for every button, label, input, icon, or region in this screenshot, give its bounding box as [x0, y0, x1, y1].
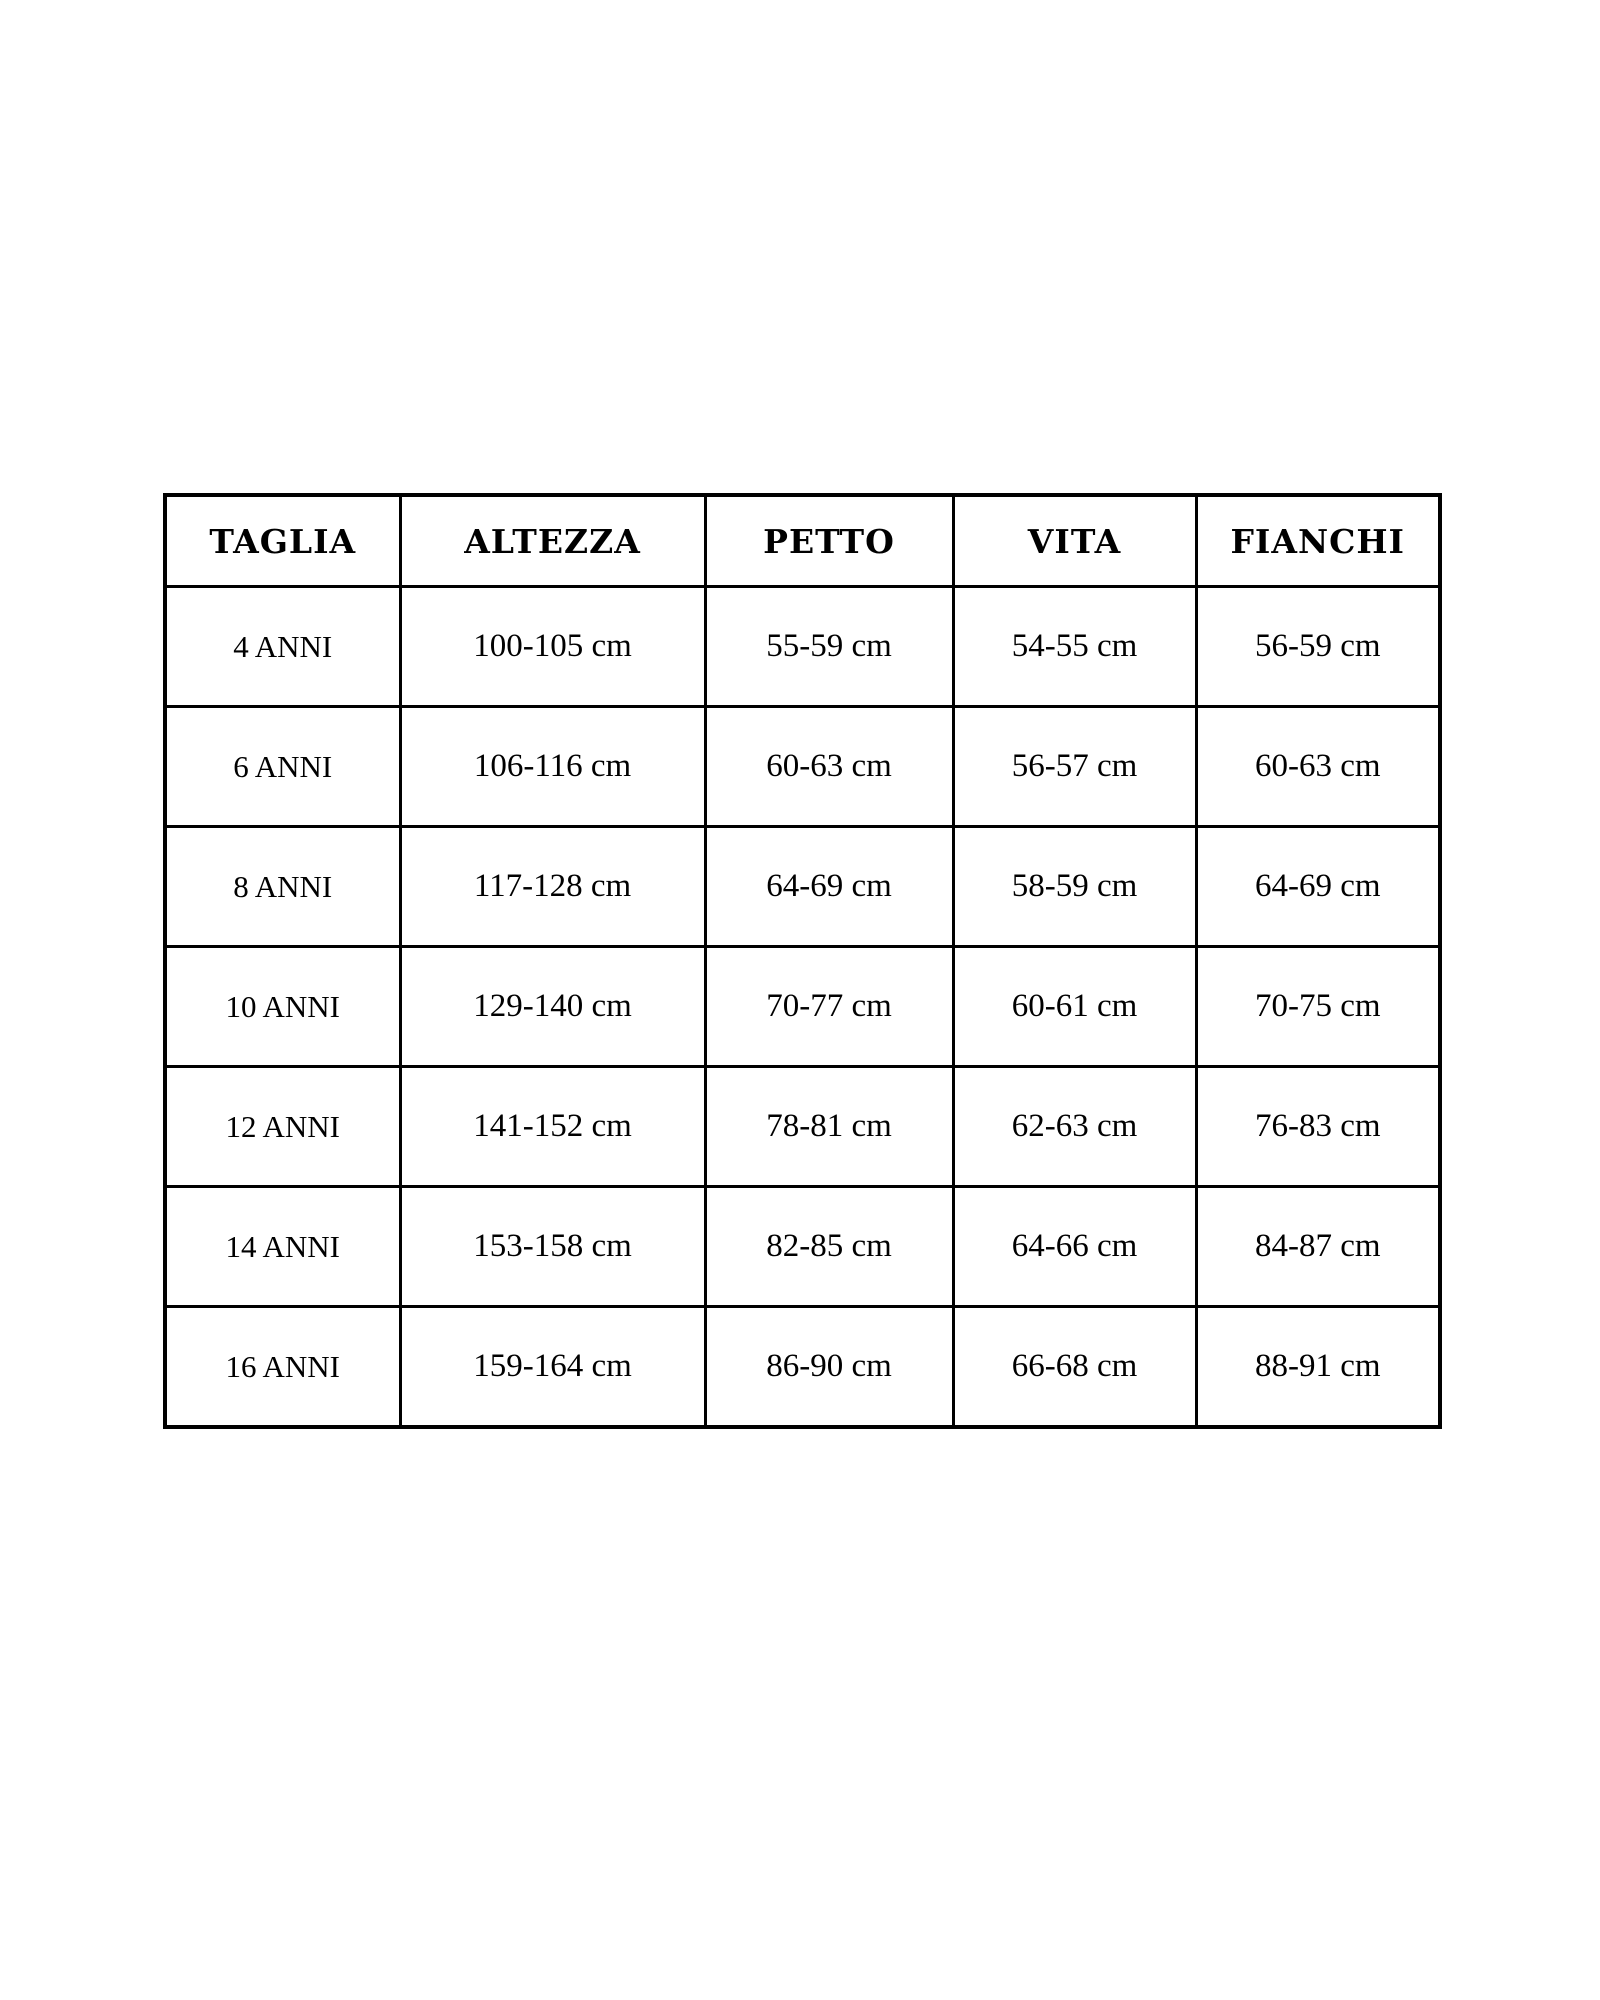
cell-vita: 60-61 cm	[953, 947, 1196, 1067]
cell-vita: 54-55 cm	[953, 587, 1196, 707]
cell-altezza: 159-164 cm	[400, 1307, 705, 1428]
table-row	[165, 1307, 1440, 1428]
table-row	[165, 1187, 1440, 1307]
cell-taglia: 12 ANNI	[165, 1067, 400, 1187]
header-row	[165, 495, 1440, 587]
cell-petto: 64-69 cm	[705, 827, 953, 947]
cell-fianchi: 84-87 cm	[1196, 1187, 1440, 1307]
table-row	[165, 947, 1440, 1067]
cell-altezza: 141-152 cm	[400, 1067, 705, 1187]
column-header-taglia: TAGLIA	[165, 495, 400, 587]
cell-altezza: 153-158 cm	[400, 1187, 705, 1307]
cell-fianchi: 64-69 cm	[1196, 827, 1440, 947]
cell-petto: 78-81 cm	[705, 1067, 953, 1187]
cell-petto: 70-77 cm	[705, 947, 953, 1067]
table-row	[165, 1067, 1440, 1187]
cell-fianchi: 70-75 cm	[1196, 947, 1440, 1067]
size-chart-container	[163, 493, 1438, 1429]
cell-taglia: 16 ANNI	[165, 1307, 400, 1428]
table-row	[165, 707, 1440, 827]
cell-fianchi: 56-59 cm	[1196, 587, 1440, 707]
column-header-petto: PETTO	[705, 495, 953, 587]
cell-altezza: 129-140 cm	[400, 947, 705, 1067]
cell-petto: 55-59 cm	[705, 587, 953, 707]
cell-petto: 86-90 cm	[705, 1307, 953, 1428]
cell-vita: 58-59 cm	[953, 827, 1196, 947]
cell-altezza: 100-105 cm	[400, 587, 705, 707]
size-chart-table	[163, 493, 1442, 1429]
column-header-vita: VITA	[953, 495, 1196, 587]
cell-fianchi: 88-91 cm	[1196, 1307, 1440, 1428]
cell-altezza: 106-116 cm	[400, 707, 705, 827]
cell-taglia: 6 ANNI	[165, 707, 400, 827]
table-row	[165, 827, 1440, 947]
table-header	[165, 495, 1440, 587]
column-header-altezza: ALTEZZA	[400, 495, 705, 587]
cell-vita: 62-63 cm	[953, 1067, 1196, 1187]
cell-vita: 56-57 cm	[953, 707, 1196, 827]
cell-petto: 60-63 cm	[705, 707, 953, 827]
cell-taglia: 4 ANNI	[165, 587, 400, 707]
cell-fianchi: 76-83 cm	[1196, 1067, 1440, 1187]
cell-taglia: 8 ANNI	[165, 827, 400, 947]
cell-altezza: 117-128 cm	[400, 827, 705, 947]
cell-petto: 82-85 cm	[705, 1187, 953, 1307]
cell-taglia: 10 ANNI	[165, 947, 400, 1067]
cell-vita: 64-66 cm	[953, 1187, 1196, 1307]
cell-taglia: 14 ANNI	[165, 1187, 400, 1307]
table-row	[165, 587, 1440, 707]
column-header-fianchi: FIANCHI	[1196, 495, 1440, 587]
table-body	[165, 587, 1440, 1428]
cell-vita: 66-68 cm	[953, 1307, 1196, 1428]
cell-fianchi: 60-63 cm	[1196, 707, 1440, 827]
